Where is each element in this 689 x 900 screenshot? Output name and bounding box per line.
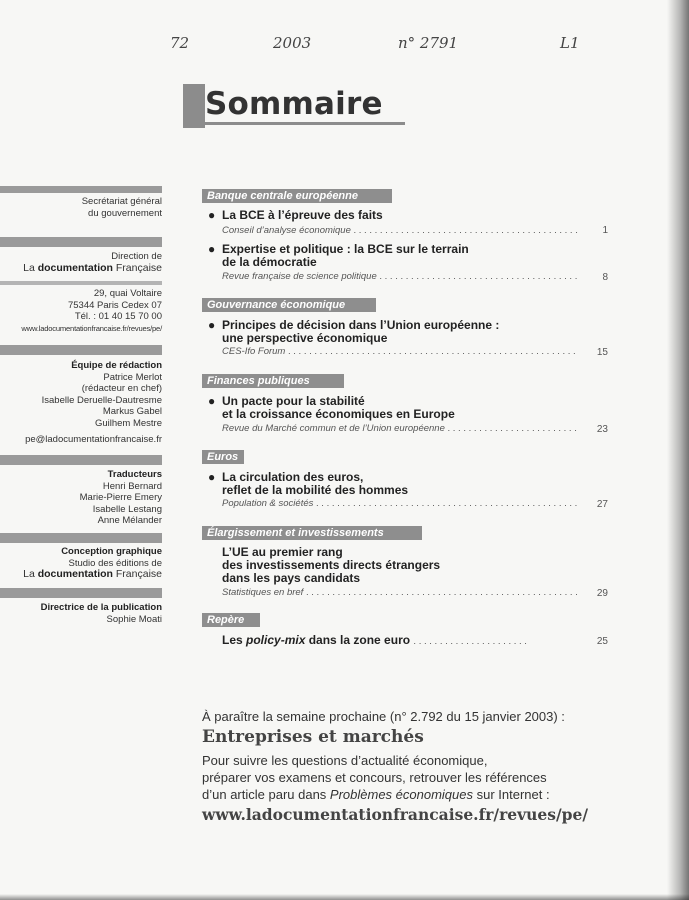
section-heading-bce: Banque centrale européenne bbox=[202, 189, 392, 203]
bullet-icon: ● bbox=[208, 318, 216, 332]
online-paragraph bbox=[202, 752, 622, 803]
email-block bbox=[0, 434, 162, 446]
address-block bbox=[0, 288, 162, 334]
online-line-3-post: sur Internet : bbox=[473, 787, 550, 802]
article-title-pacte[interactable] bbox=[208, 395, 455, 421]
article-title-em: policy-mix bbox=[246, 633, 306, 647]
section-heading-gouvernance: Gouvernance économique bbox=[202, 298, 376, 312]
redaction-heading: Équipe de rédaction bbox=[71, 360, 162, 371]
conception-la: La bbox=[23, 568, 35, 580]
article-page-number: 15 bbox=[596, 347, 608, 358]
article-title-line: de la démocratie bbox=[222, 255, 317, 269]
page-title: Sommaire bbox=[205, 86, 383, 122]
left-divider-2 bbox=[0, 237, 162, 247]
online-line-3-em: Problèmes économiques bbox=[329, 787, 473, 802]
article-title-line: reflet de la mobilité des hommes bbox=[222, 483, 409, 497]
traducteur-name: Marie-Pierre Emery bbox=[79, 492, 162, 503]
article-title-line: des investissements directs étrangers bbox=[222, 558, 441, 572]
online-line-3 bbox=[202, 786, 622, 803]
direction-doc: documentation bbox=[37, 261, 113, 274]
article-title-line: L’UE au premier rang bbox=[222, 545, 343, 559]
address-tel: Tél. : 01 40 15 70 00 bbox=[74, 311, 162, 322]
article-page-number: 25 bbox=[596, 636, 608, 647]
traducteur-name: Anne Mélander bbox=[97, 515, 162, 526]
article-title-policy-mix[interactable] bbox=[222, 634, 527, 648]
article-title-line: Expertise et politique : la BCE sur le terrain bbox=[222, 242, 469, 256]
left-divider-6 bbox=[0, 533, 162, 543]
article-title-line: La circulation des euros, bbox=[222, 470, 364, 484]
address-city: 75344 Paris Cedex 07 bbox=[67, 299, 162, 311]
traducteurs-block bbox=[0, 469, 162, 527]
directrice-heading: Directrice de la publication bbox=[40, 602, 162, 613]
conception-line-2 bbox=[0, 569, 162, 581]
article-source: Revue du Marché commun et de l’Union européenne . . . bbox=[222, 423, 578, 434]
redaction-name: (rédacteur en chef) bbox=[81, 383, 162, 394]
scan-bottom-shadow bbox=[0, 894, 689, 900]
redaction-name: Isabelle Deruelle-Dautresme bbox=[41, 394, 162, 406]
conception-fr: Française bbox=[115, 568, 162, 580]
section-heading-repere: Repère bbox=[202, 613, 260, 627]
article-title-ue-rang[interactable] bbox=[222, 546, 440, 585]
article-page-number: 23 bbox=[596, 424, 608, 435]
directrice-name: Sophie Moati bbox=[106, 613, 162, 625]
direction-la: La bbox=[23, 261, 35, 274]
left-divider-5 bbox=[0, 455, 162, 465]
article-title-line: Un pacte pour la stabilité bbox=[222, 394, 365, 408]
conception-block bbox=[0, 546, 162, 581]
conception-line-1: Studio des éditions de bbox=[68, 557, 162, 569]
article-title-principes[interactable] bbox=[208, 319, 499, 345]
redaction-name: Guilhem Mestre bbox=[94, 417, 162, 429]
address-street: 29, quai Voltaire bbox=[93, 288, 162, 299]
article-source: Revue française de science politique . . . bbox=[222, 271, 578, 282]
scan-edge-shadow bbox=[667, 0, 689, 900]
article-title-line: une perspective économique bbox=[222, 331, 388, 345]
handwritten-note-4: L1 bbox=[560, 34, 580, 52]
article-title-line: Principes de décision dans l’Union européenne : bbox=[222, 318, 500, 332]
online-line-1: Pour suivre les questions d’actualité économique, bbox=[202, 753, 488, 768]
title-block bbox=[183, 84, 413, 128]
next-issue-announcement: À paraître la semaine prochaine (n° 2.792 du 15 janvier 2003) : bbox=[202, 709, 565, 724]
traducteur-name: Isabelle Lestang bbox=[92, 503, 162, 515]
left-divider-4 bbox=[0, 345, 162, 355]
title-underline bbox=[205, 122, 405, 125]
redaction-block bbox=[0, 360, 162, 429]
left-divider-1 bbox=[0, 186, 162, 193]
secretariat-block bbox=[0, 196, 162, 219]
article-source: Population & sociétés . . . bbox=[222, 498, 578, 509]
next-issue-title: Entreprises et marchés bbox=[202, 727, 424, 747]
email-link[interactable]: pe@ladocumentationfrancaise.fr bbox=[25, 434, 162, 445]
handwritten-note-2: 2003 bbox=[273, 34, 312, 52]
article-title-line: et la croissance économiques en Europe bbox=[222, 407, 455, 421]
article-title-line: dans les pays candidats bbox=[222, 571, 361, 585]
handwritten-note-1: 72 bbox=[170, 34, 190, 52]
sg-line-2: du gouvernement bbox=[88, 207, 162, 219]
section-heading-elargissement: Élargissement et investissements bbox=[202, 526, 422, 540]
article-source: Statistiques en bref . . . bbox=[222, 587, 578, 598]
bullet-icon: ● bbox=[208, 394, 216, 408]
sg-line-1: Secrétariat général bbox=[81, 196, 162, 207]
direction-line-2 bbox=[0, 263, 162, 275]
left-divider-3 bbox=[0, 281, 162, 285]
article-page-number: 29 bbox=[596, 588, 608, 599]
directrice-block bbox=[0, 602, 162, 625]
left-divider-7 bbox=[0, 588, 162, 598]
article-source: CES-Ifo Forum . . . bbox=[222, 346, 578, 357]
conception-heading: Conception graphique bbox=[61, 546, 162, 557]
address-url[interactable]: www.ladocumentationfrancaise.fr/revues/pe/ bbox=[21, 323, 162, 333]
article-title-circulation[interactable] bbox=[208, 471, 408, 497]
traducteurs-heading: Traducteurs bbox=[107, 469, 162, 480]
footer-url-link[interactable]: www.ladocumentationfrancaise.fr/revues/pe/ bbox=[202, 805, 588, 824]
traducteur-name: Henri Bernard bbox=[102, 480, 162, 492]
direction-block bbox=[0, 251, 162, 274]
handwritten-note-3: n° 2791 bbox=[398, 34, 459, 52]
section-heading-euros: Euros bbox=[202, 450, 244, 464]
bullet-icon: ● bbox=[208, 242, 216, 256]
article-page-number: 1 bbox=[602, 225, 608, 236]
online-line-2: préparer vos examens et concours, retrouver les références bbox=[202, 770, 547, 785]
redaction-name: Markus Gabel bbox=[102, 406, 162, 417]
article-page-number: 27 bbox=[596, 499, 608, 510]
online-line-3-pre: d’un article paru dans bbox=[202, 787, 330, 802]
article-title-bce-democratie[interactable] bbox=[208, 243, 469, 269]
article-title-bce-faits[interactable] bbox=[208, 209, 383, 222]
bullet-icon: ● bbox=[208, 208, 216, 222]
article-title-pre: Les bbox=[222, 633, 247, 647]
redaction-name: Patrice Merlot bbox=[103, 371, 162, 383]
article-title-line: La BCE à l’épreuve des faits bbox=[222, 208, 383, 222]
leader-dots: . . . . . . . . . . . . . . . . . . . . . . bbox=[413, 636, 527, 647]
conception-doc: documentation bbox=[37, 568, 113, 580]
article-source: Conseil d’analyse économique . . . bbox=[222, 225, 578, 236]
article-page-number: 8 bbox=[602, 272, 608, 283]
title-accent-bar bbox=[183, 84, 205, 128]
direction-line-1: Direction de bbox=[111, 251, 162, 262]
bullet-icon: ● bbox=[208, 470, 216, 484]
section-heading-finances: Finances publiques bbox=[202, 374, 344, 388]
direction-fr: Française bbox=[115, 261, 162, 274]
article-title-post: dans la zone euro bbox=[305, 633, 411, 647]
